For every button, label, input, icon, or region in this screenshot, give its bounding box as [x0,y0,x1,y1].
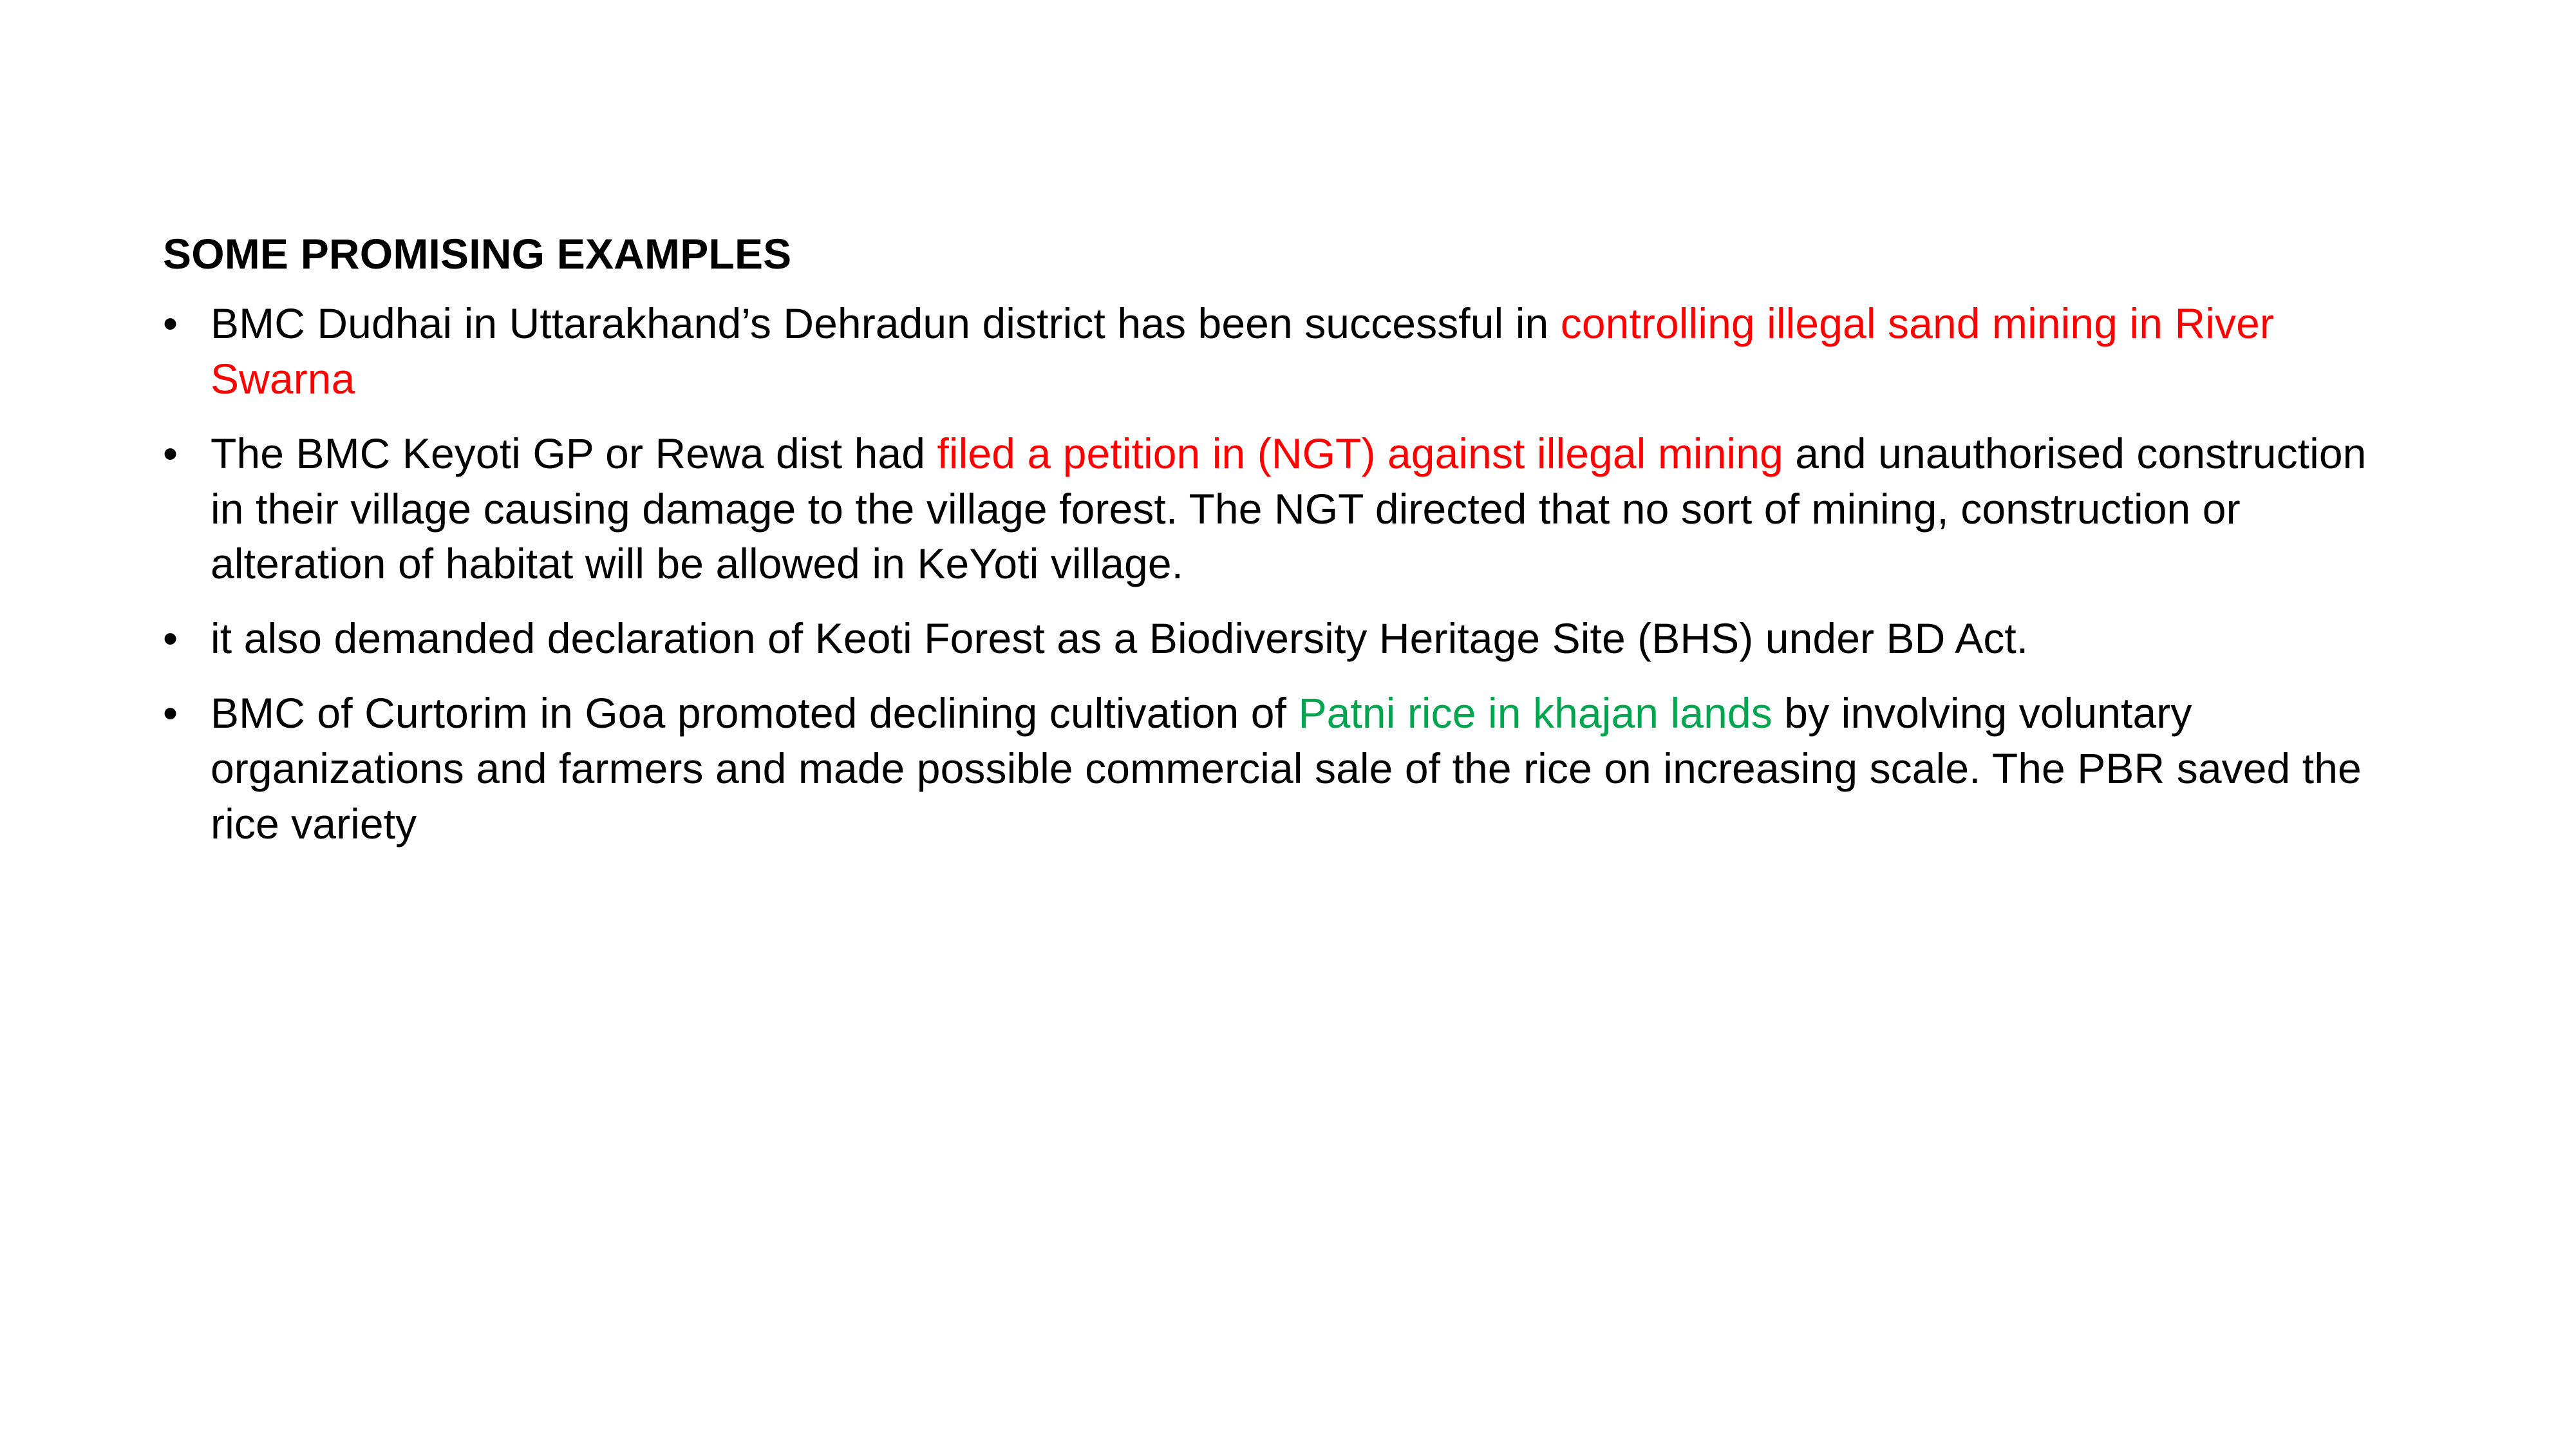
bullet-marker: • [163,688,178,737]
bullet-list [158,296,2389,851]
text-segment: BMC Dudhai in Uttarakhand’s Dehradun district has been successful in [211,299,1561,348]
text-segment-highlight: controlling illegal sand mining in River Swarna [211,299,2274,402]
text-segment-highlight: Patni rice in khajan lands [1298,688,1772,737]
list-item [158,296,2389,407]
text-segment: by involving voluntary organizations and farmers and made possible commercial sale of the rice on increasing scale. The PBR saved the rice variety [211,688,2362,848]
page-title: SOME PROMISING EXAMPLES [163,230,792,278]
text-segment: The BMC Keyoti GP or Rewa dist had [211,429,937,477]
text-segment: BMC of Curtorim in Goa promoted declining cultivation of [211,688,1299,737]
bullet-marker: • [163,429,178,477]
text-segment-highlight: filed a petition in (NGT) against illegal mining [937,429,1783,477]
list-item [158,611,2389,667]
bullet-marker: • [163,614,178,663]
text-segment: and unauthorised construction in their village causing damage to the village forest. The NGT directed that no sort of mining, construction or alteration of habitat will be allowed in KeYoti village. [211,429,2367,588]
text-segment: it also demanded declaration of Keoti Forest as a Biodiversity Heritage Site (BHS) under BD Act. [211,614,2029,663]
list-item [158,686,2389,851]
list-item [158,426,2389,592]
bullet-marker: • [163,299,178,348]
